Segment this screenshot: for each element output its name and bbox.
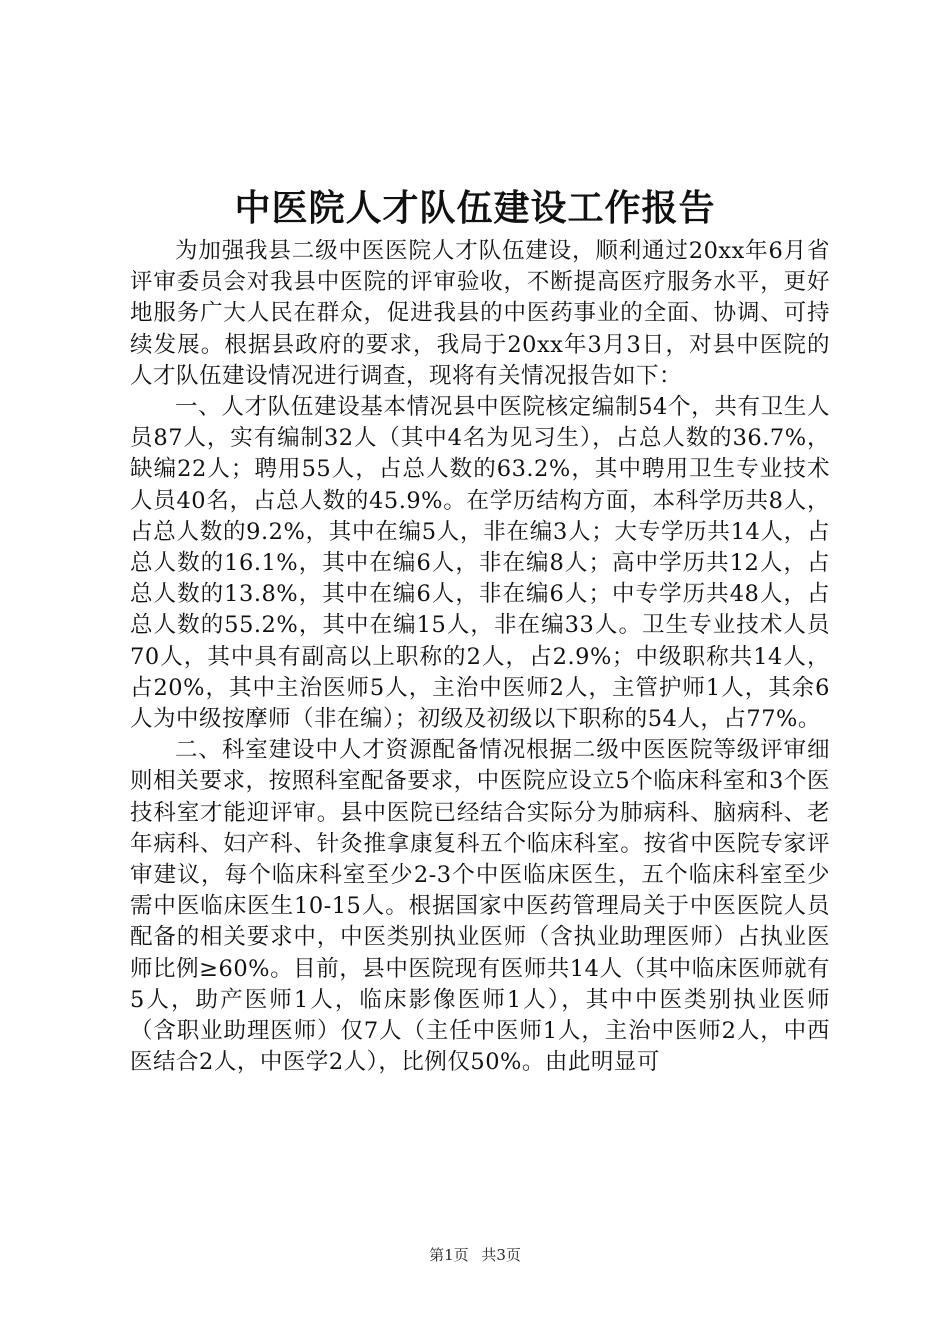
document-title: 中医院人才队伍建设工作报告 [234, 187, 716, 229]
paragraph-section-1: 一、人才队伍建设基本情况县中医院核定编制54个，共有卫生人员87人，实有编制32人（其中4名为见习生），占总人数的36.7%，缺编22人；聘用55人，占总人数的63.2%，其中聘用卫生专业技术人员40名，占总人数的45.9%。在学历结构方面，本科学历共8人，占总人数的9.2%，其中在编5人，非在编3人；大专学历共14人，占总人数的16.1%，其中在编6人，非在编8人；高中学历共12人，占总人数的13.8%，其中在编6人，非在编6人；中专学历共48人，占总人数的55.2%，其中在编15人，非在编33人。卫生专业技术人员70人，其中具有副高以上职称的2人，占2.9%；中级职称共14人，占20%，其中主治医师5人，主治中医师2人，主管护师1人，其余6人为中级按摩师（非在编）；初级及初级以下职称的54人，占77%。 [130, 394, 830, 733]
paragraph-section-2: 二、科室建设中人才资源配备情况根据二级中医医院等级评审细则相关要求，按照科室配备要求，中医院应设立5个临床科室和3个医技科室才能迎评审。县中医院已经结合实际分为肺病科、脑病科、老年病科、妇产科、针灸推拿康复科五个临床科室。按省中医院专家评审建议，每个临床科室至少2-3个中医临床医生，五个临床科室至少需中医临床医生10-15人。根据国家中医药管理局关于中医医院人员配备的相关要求中，中医类别执业医师（含执业助理医师）占执业医师比例≥60%。目前，县中医院现有医师共14人（其中临床医师就有5人，助产医师1人，临床影像医师1人），其中中医类别执业医师（含职业助理医师）仅7人（主任中医师1人，主治中医师2人，中西医结合2人，中医学2人），比例仅50%。由此明显可 [130, 737, 830, 1076]
document-body [130, 236, 830, 1078]
page-footer [0, 1245, 950, 1265]
page-number: 第1页 [429, 1246, 469, 1264]
page-total: 共3页 [481, 1246, 521, 1264]
paragraph-intro: 为加强我县二级中医医院人才队伍建设，顺利通过20xx年6月省评审委员会对我县中医院的评审验收，不断提高医疗服务水平，更好地服务广大人民在群众，促进我县的中医药事业的全面、协调、可持续发展。根据县政府的要求，我局于20xx年3月3日，对县中医院的人才队伍建设情况进行调查，现将有关情况报告如下： [130, 238, 830, 389]
